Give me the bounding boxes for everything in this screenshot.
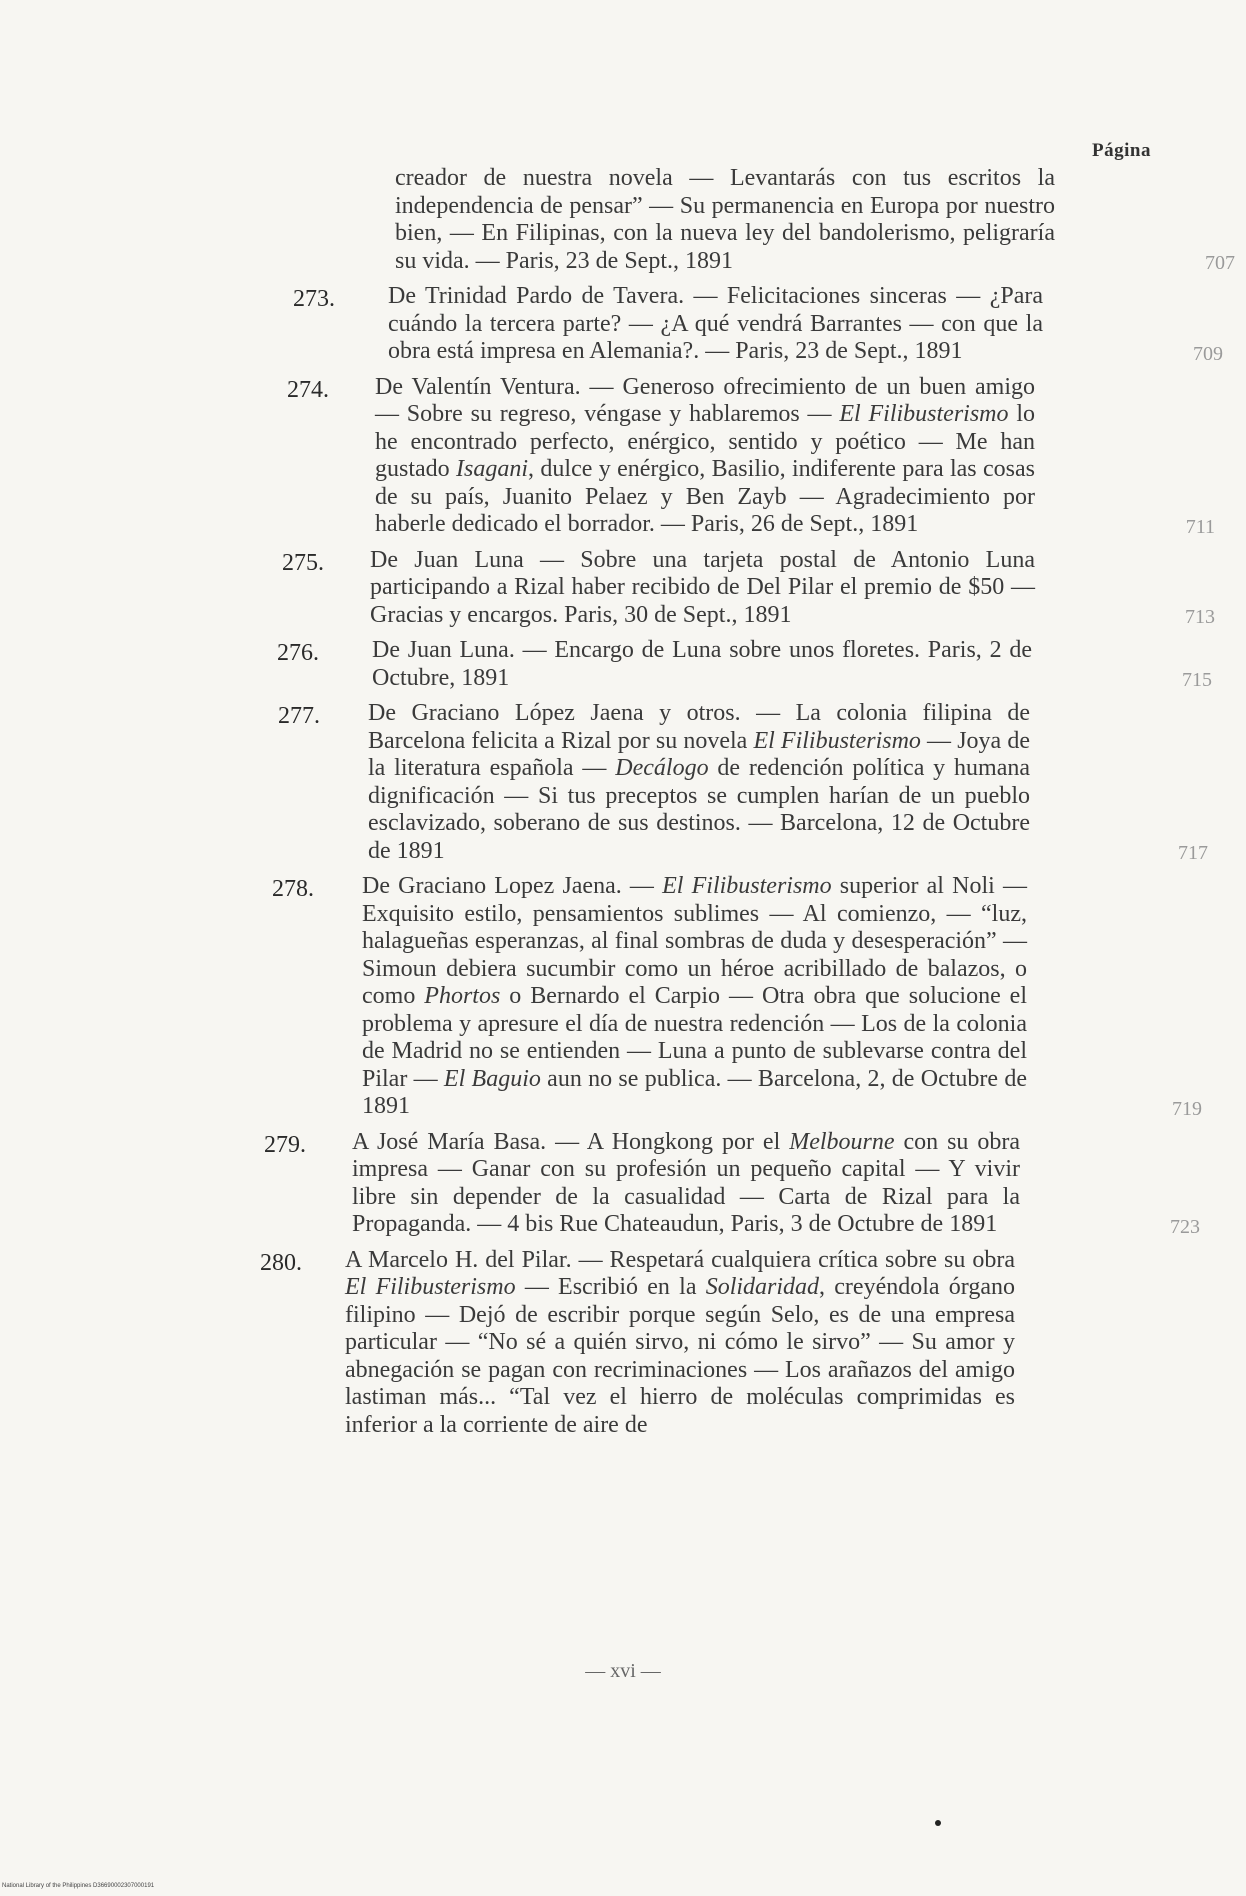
entry-text: De Juan Luna — Sobre una tarjeta postal de Antonio Luna participando a Rizal haber recibido de Del Pilar el premio de $50 — Gracias y encargos. Paris, 30 de Sept., 1891 bbox=[370, 546, 1035, 628]
entry-text-part: o Bernardo el Carpio — Otra obra que solucione el problema y apresure el día de nuestra redención — Los de la colonia de Madrid no se entienden — Luna a punto de sublevarse contra del Pilar — bbox=[362, 983, 1027, 1092]
library-credit: National Library of the Philippines D36690002307000191 bbox=[2, 1883, 155, 1889]
entry-italic-title: El Filibusterismo bbox=[662, 873, 832, 899]
entry-number: 278. bbox=[272, 876, 314, 902]
entry-italic-title: El Baguio bbox=[443, 1065, 541, 1092]
entry-text bbox=[375, 374, 1035, 539]
entry-text bbox=[368, 700, 1030, 865]
entry-number: 276. bbox=[277, 640, 319, 666]
entry-text-part: con su obra impresa — Ganar con su profesión un pequeño capital — Y vivir libre sin depender de la casualidad — Carta de Rizal para la Propaganda. — 4 bis Rue Chateaudun, Paris, 3 de Octubre de 1891 bbox=[352, 1128, 1021, 1237]
entry-number: 273. bbox=[293, 286, 335, 312]
entry-italic-name: Phortos bbox=[424, 983, 501, 1009]
entry-italic-word: Decálogo bbox=[615, 755, 709, 781]
entry-number: 275. bbox=[282, 549, 324, 576]
toc-entry-280 bbox=[260, 1246, 1015, 1440]
entry-text bbox=[352, 1129, 1020, 1239]
toc-entry-279 bbox=[264, 1128, 1200, 1239]
toc-entry-276 bbox=[277, 637, 1212, 692]
entry-page-number: 711 bbox=[1185, 515, 1215, 538]
entry-text: De Trinidad Pardo de Tavera. — Felicitaciones sinceras — ¿Para cuándo la tercera parte? — ¿A qué vendrá Barrantes — con que la obra está impresa en Alemania?. — Paris, 23 de Sept., 1891 bbox=[388, 283, 1043, 364]
entry-page-number: 723 bbox=[1170, 1215, 1200, 1238]
entry-text-part: De Graciano López Jaena y otros. — La colonia filipina de Barcelona felicita a Rizal por su novela bbox=[368, 700, 1030, 754]
entry-text-part: De Graciano Lopez Jaena. — bbox=[362, 873, 663, 899]
entry-text: creador de nuestra novela — Levantarás con tus escritos la independencia de pensar” — Su permanencia en Europa por nuestro bien, — En Filipinas, con la nueva ley del bandolerismo, peligraría su vida. — Paris, 23 de Sept., 1891 bbox=[395, 165, 1055, 274]
entry-text-part: de redención política y humana dignificación — Si tus preceptos se cumplen harían de un pueblo esclavizado, soberano de sus destinos. — Barcelona, 12 de Octubre de 1891 bbox=[368, 755, 1030, 864]
entry-page-number: 719 bbox=[1172, 1097, 1202, 1120]
page-column-header: Página bbox=[1092, 140, 1151, 161]
entry-page-number: 709 bbox=[1193, 342, 1223, 365]
entry-number: 277. bbox=[278, 703, 320, 729]
stray-dot-mark bbox=[935, 1820, 941, 1826]
entry-text-part: A José María Basa. — A Hongkong por el bbox=[352, 1128, 790, 1155]
entry-text-part: , dulce y enérgico, Basilio, indiferente para las cosas de su país, Juanito Pelaez y Ben Zayb — Agradecimiento por haberle dedicado el borrador. — Paris, 26 de Sept., 1891 bbox=[375, 456, 1035, 537]
entry-italic-title: El Filibusterismo bbox=[753, 727, 921, 754]
entry-italic-title: Solidaridad bbox=[705, 1274, 820, 1300]
entry-page-number: 713 bbox=[1185, 606, 1215, 628]
entry-italic-name: Isagani bbox=[456, 456, 529, 482]
entry-page-number: 715 bbox=[1182, 669, 1212, 691]
page-number-footer: — xvi — bbox=[585, 1660, 661, 1682]
entry-text bbox=[362, 873, 1027, 1121]
entry-number: 279. bbox=[264, 1131, 306, 1158]
table-of-contents bbox=[0, 165, 1246, 1447]
toc-entry-277 bbox=[278, 700, 1208, 865]
entry-page-number: 717 bbox=[1178, 842, 1208, 864]
entry-text-part: lo he encontrado perfecto, enérgico, sentido y poético — Me han gustado bbox=[375, 401, 1035, 482]
entry-text-part: — Joya de la literatura española — bbox=[368, 727, 1030, 781]
entry-text-part: , creyéndola órgano filipino — Dejó de escribir porque según Selo, es de una empresa particular — “No sé a quién sirvo, ni cómo le sirvo” — Su amor y abnegación se pagan con recriminaciones — Los arañazos del amigo lastiman más... “Tal vez el hierro de moléculas comprimidas es inferior a la corriente de aire de bbox=[345, 1274, 1015, 1438]
entry-italic-ship: Melbourne bbox=[789, 1128, 895, 1155]
entry-text-part: — Escribió en la bbox=[515, 1274, 706, 1300]
toc-entry-278 bbox=[272, 873, 1202, 1121]
entry-text bbox=[345, 1247, 1015, 1440]
toc-entry-274 bbox=[287, 373, 1215, 539]
entry-text-part: A Marcelo H. del Pilar. — Respetará cualquiera crítica sobre su obra bbox=[345, 1246, 1015, 1273]
toc-entry-275 bbox=[282, 546, 1215, 630]
entry-text-part: superior al Noli — Exquisito estilo, pensamientos sublimes — Al comienzo, — “luz, halagueñas esperanzas, al final sombras de duda y desesperación” — Simoun debiera sucumbir como un héroe acribillado de balazos, o como bbox=[362, 873, 1027, 1009]
toc-entry-273 bbox=[293, 283, 1223, 366]
toc-entry-intro bbox=[395, 165, 1235, 275]
entry-text-part: aun no se publica. — Barcelona, 2, de Octubre de 1891 bbox=[362, 1065, 1027, 1119]
entry-italic-title: El Filibusterismo bbox=[839, 401, 1009, 427]
entry-text-part: De Valentín Ventura. — Generoso ofrecimiento de un buen amigo — Sobre su regreso, véngase y hablaremos — bbox=[375, 373, 1035, 427]
entry-number: 280. bbox=[260, 1249, 302, 1276]
entry-text: De Juan Luna. — Encargo de Luna sobre unos floretes. Paris, 2 de Octubre, 1891 bbox=[372, 637, 1032, 691]
entry-italic-title: El Filibusterismo bbox=[345, 1274, 516, 1300]
entry-number: 274. bbox=[287, 376, 329, 403]
entry-page-number: 707 bbox=[1205, 252, 1235, 274]
